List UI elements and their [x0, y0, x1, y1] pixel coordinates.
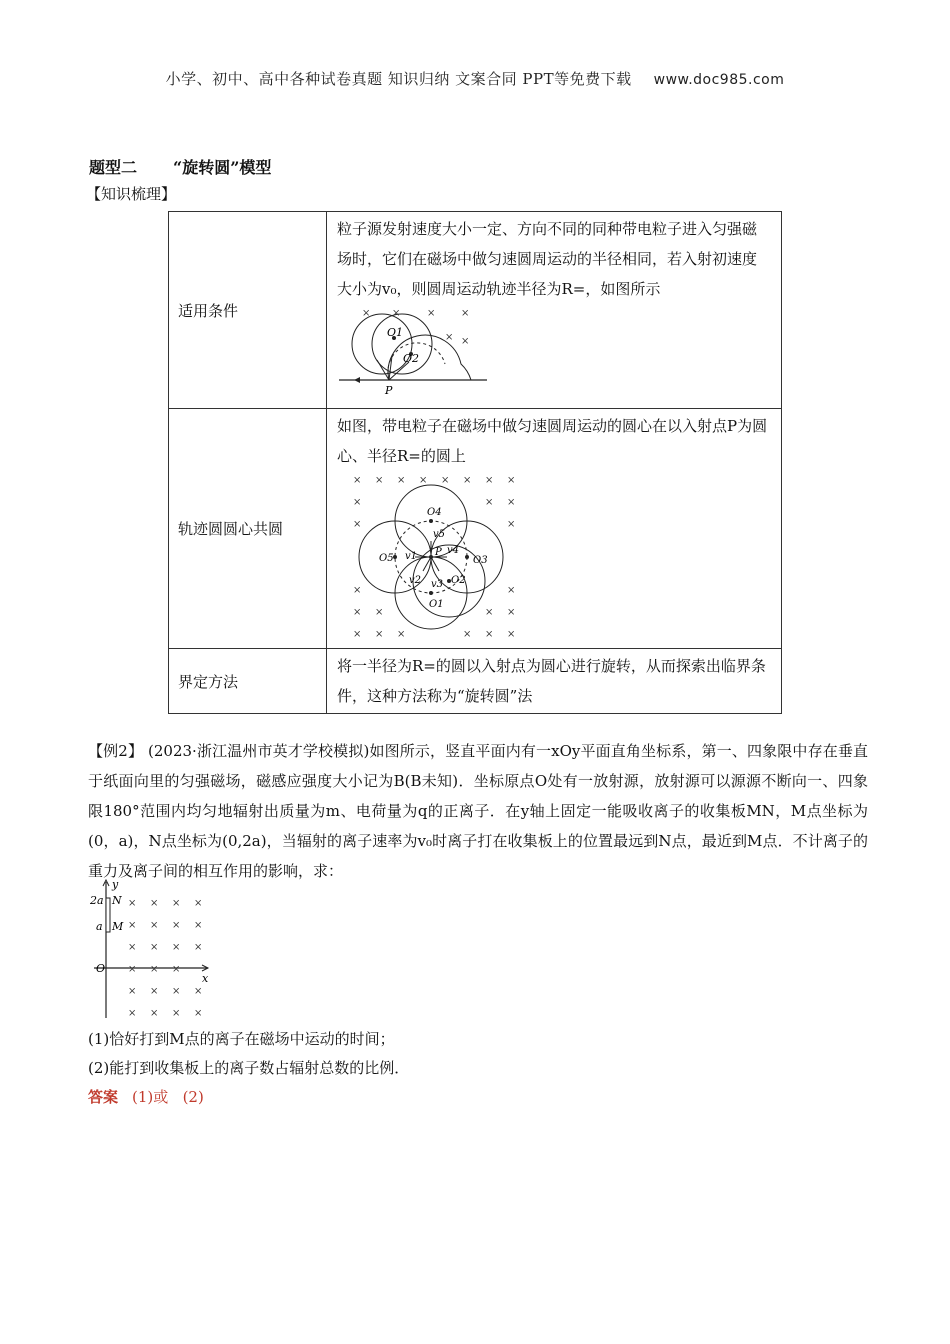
answer-label: 答案	[88, 1088, 119, 1106]
table-row	[169, 649, 782, 714]
fig2-v4: v4	[447, 545, 460, 556]
row-label: 适用条件	[169, 212, 327, 409]
fig2-o2: O2	[451, 575, 466, 586]
svg-text:×: ×	[507, 497, 516, 508]
row-content	[327, 212, 782, 409]
svg-text:×: ×	[353, 629, 362, 640]
fig3-a: a	[96, 920, 103, 933]
fig1-o1-label: O1	[387, 326, 404, 339]
svg-text:×: ×	[150, 942, 159, 953]
coordinate-figure	[88, 876, 218, 1026]
svg-text:×: ×	[172, 920, 181, 931]
fig2-v2: v2	[409, 575, 422, 586]
fig2-p: P	[435, 547, 442, 558]
center-circle-figure	[337, 471, 517, 641]
svg-text:×: ×	[507, 629, 516, 640]
svg-text:×: ×	[507, 475, 516, 486]
svg-text:×: ×	[172, 942, 181, 953]
svg-text:×: ×	[507, 585, 516, 596]
svg-text:×: ×	[172, 1008, 181, 1019]
svg-text:×: ×	[150, 898, 159, 909]
header-site: www.doc985.com	[653, 72, 785, 88]
svg-text:×: ×	[172, 986, 181, 997]
svg-text:×: ×	[445, 332, 454, 343]
svg-text:×: ×	[194, 986, 203, 997]
svg-text:×: ×	[172, 898, 181, 909]
row-text: 粒子源发射速度大小一定、方向不同的同种带电粒子进入匀强磁场时，它们在磁场中做匀速圆周运动的半径相同，若入射初速度大小为v₀，则圆周运动轨迹半径为R=，如图所示	[337, 220, 758, 298]
table-row	[169, 212, 782, 409]
svg-text:×: ×	[507, 519, 516, 530]
svg-text:×: ×	[150, 920, 159, 931]
fig2-o4: O4	[427, 507, 442, 518]
svg-text:×: ×	[397, 629, 406, 640]
svg-text:×: ×	[194, 898, 203, 909]
fig3-y: y	[112, 878, 119, 891]
knowledge-table	[168, 211, 782, 714]
svg-text:×: ×	[353, 497, 362, 508]
svg-text:×: ×	[485, 497, 494, 508]
svg-text:×: ×	[485, 629, 494, 640]
fig2-o3: O3	[473, 555, 488, 566]
svg-text:×: ×	[150, 964, 159, 975]
fig2-v5: v5	[433, 529, 446, 540]
svg-text:×: ×	[353, 475, 362, 486]
knowledge-subhead: 【知识梳理】	[86, 185, 177, 203]
fig2-v1: v1	[405, 551, 418, 562]
fig1-o2-label: O2	[403, 352, 420, 365]
section-title	[89, 155, 271, 178]
header-text: 小学、初中、高中各种试卷真题 知识归纳 文案合同 PPT等免费下载	[165, 70, 632, 88]
svg-text:×: ×	[150, 986, 159, 997]
svg-text:×: ×	[427, 308, 436, 319]
svg-text:×: ×	[397, 475, 406, 486]
svg-text:×: ×	[485, 607, 494, 618]
row-text: 如图，带电粒子在磁场中做匀速圆周运动的圆心在以入射点P为圆心、半径R=的圆上	[337, 417, 768, 465]
svg-text:×: ×	[128, 986, 137, 997]
svg-text:×: ×	[485, 475, 494, 486]
svg-text:×: ×	[375, 629, 384, 640]
svg-text:×: ×	[507, 607, 516, 618]
rotating-circles-figure	[337, 304, 497, 396]
svg-text:×: ×	[194, 920, 203, 931]
svg-text:×: ×	[463, 475, 472, 486]
fig2-o1: O1	[429, 599, 444, 610]
svg-text:×: ×	[461, 336, 470, 347]
answer-part1: (1)或	[132, 1088, 169, 1106]
svg-text:×: ×	[375, 607, 384, 618]
fig2-o5: O5	[379, 553, 394, 564]
svg-text:×: ×	[172, 964, 181, 975]
svg-text:×: ×	[419, 475, 428, 486]
page-header	[0, 68, 950, 89]
svg-text:×: ×	[353, 607, 362, 618]
answer-part2: (2)	[182, 1088, 204, 1106]
svg-text:×: ×	[392, 308, 401, 319]
fig3-m: M	[112, 920, 124, 933]
svg-text:×: ×	[128, 942, 137, 953]
svg-text:×: ×	[194, 942, 203, 953]
fig3-x: x	[202, 972, 209, 985]
svg-text:×: ×	[128, 964, 137, 975]
fig3-2a: 2a	[90, 894, 104, 907]
section-number: 题型二	[89, 158, 138, 177]
answer-line	[88, 1086, 204, 1107]
row-text: 将一半径为R=的圆以入射点为圆心进行旋转，从而探索出临界条件，这种方法称为“旋转圆”法	[327, 649, 782, 714]
svg-text:×: ×	[441, 475, 450, 486]
example-text: 【例2】 (2023·浙江温州市英才学校模拟)如图所示，竖直平面内有一xOy平面直角坐标系，第一、四象限中存在垂直于纸面向里的匀强磁场，磁感应强度大小记为B(B未知)．坐标原点O处有一放射源，放射源可以源源不断向一、四象限180°范围内均匀地辐射出质量为m、电荷量为q的正离子．在y轴上固定一能吸收离子的收集板MN，M点坐标为(0，a)，N点坐标为(0,2a)，当辐射的离子速率为v₀时离子打在收集板上的位置最远到N点，最近到M点．不计离子的重力及离子间的相互作用的影响，求：	[88, 742, 868, 880]
svg-text:×: ×	[375, 475, 384, 486]
question-2: (2)能打到收集板上的离子数占辐射总数的比例．	[88, 1059, 410, 1077]
table-row	[169, 409, 782, 649]
fig2-v3: v3	[431, 579, 444, 590]
fig3-origin: O	[96, 962, 106, 975]
svg-text:×: ×	[463, 629, 472, 640]
svg-text:×: ×	[128, 1008, 137, 1019]
fig1-p-label: P	[385, 384, 393, 396]
question-1: (1)恰好打到M点的离子在磁场中运动的时间；	[88, 1030, 395, 1048]
svg-text:×: ×	[353, 585, 362, 596]
svg-text:×: ×	[128, 898, 137, 909]
svg-text:×: ×	[353, 519, 362, 530]
svg-text:×: ×	[362, 308, 371, 319]
row-label: 界定方法	[169, 649, 327, 714]
svg-text:×: ×	[461, 308, 470, 319]
svg-text:×: ×	[194, 1008, 203, 1019]
fig3-n: N	[112, 894, 122, 907]
svg-text:×: ×	[128, 920, 137, 931]
row-label: 轨迹圆圆心共圆	[169, 409, 327, 649]
section-name: “旋转圆”模型	[173, 158, 272, 177]
row-content	[327, 409, 782, 649]
svg-text:×: ×	[150, 1008, 159, 1019]
